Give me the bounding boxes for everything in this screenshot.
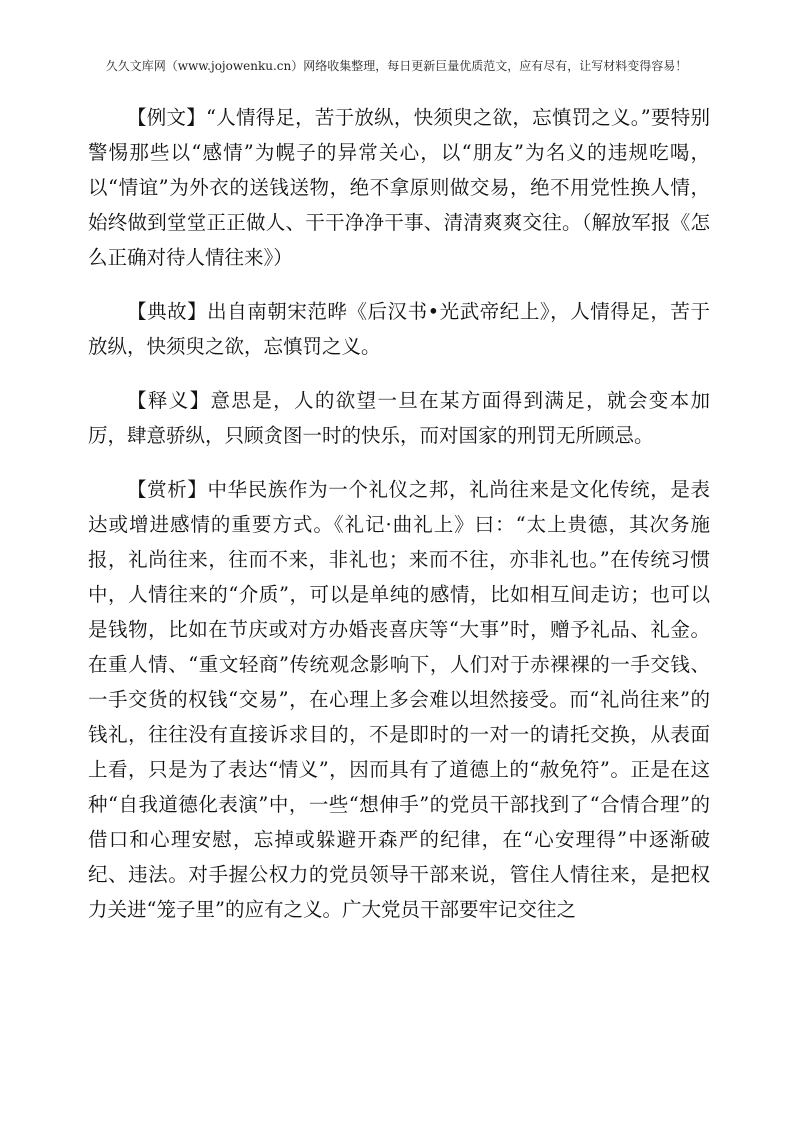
paragraph-tag: 【赏析】 <box>127 478 208 501</box>
paragraph-text: 出自南朝宋范晔《后汉书•光武帝纪上》，人情得足，苦于放纵，快须臾之欲，忘慎罚之义。 <box>88 300 710 358</box>
paragraph-text: 中华民族作为一个礼仪之邦，礼尚往来是文化传统，是表达或增进感情的重要方式。《礼记·曲礼上》曰：“太上贵德，其次务施报，礼尚往来，往而不来，非礼也；来而不往，亦非礼也。”在传统习惯中，人情往来的“介质”，可以是单纯的感情，比如相互间走访；也可以是钱物，比如在节庆或对方办婚丧喜庆等“大事”时，赠予礼品、礼金。在重人情、“重文轻商”传统观念影响下，人们对于赤裸裸的一手交钱、一手交货的权钱“交易”，在心理上多会难以坦然接受。而“礼尚往来”的钱礼，往往没有直接诉求目的，不是即时的一对一的请托交换，从表面上看，只是为了表达“情义”，因而具有了道德上的“赦免符”。正是在这种“自我道德化表演”中，一些“想伸手”的党员干部找到了“合情合理”的借口和心理安慰，忘掉或躲避开森严的纪律，在“心安理得”中逐渐破纪、违法。对手握公权力的党员领导干部来说，管住人情往来，是把权力关进“笼子里”的应有之义。广大党员干部要牢记交往之 <box>88 478 710 921</box>
document-body <box>88 100 710 946</box>
paragraph-tag: 【释义】 <box>127 389 211 412</box>
paragraph-tag: 【典故】 <box>127 300 208 323</box>
paragraph-meaning <box>88 383 710 453</box>
paragraph-text: 意思是，人的欲望一旦在某方面得到满足，就会变本加厉，肆意骄纵，只顾贪图一时的快乐，而对国家的刑罚无所顾忌。 <box>88 389 710 447</box>
page-header: 久久文库网（www.jojowenku.cn）网络收集整理，每日更新巨量优质范文，应有尽有，让写材料变得容易！ <box>105 59 688 73</box>
paragraph-tag: 【例文】 <box>127 106 206 129</box>
paragraph-text: “人情得足，苦于放纵，快须臾之欲，忘慎罚之义。”要特别警惕那些以“感情”为幌子的异常关心，以“朋友”为名义的违规吃喝，以“情谊”为外衣的送钱送物，绝不拿原则做交易，绝不用党性换人情，始终做到堂堂正正做人、干干净净干事、清清爽爽交往。（解放军报《怎么正确对待人情往来》） <box>88 106 710 269</box>
paragraph-allusion <box>88 294 710 364</box>
paragraph-analysis <box>88 472 710 927</box>
paragraph-example <box>88 100 710 275</box>
